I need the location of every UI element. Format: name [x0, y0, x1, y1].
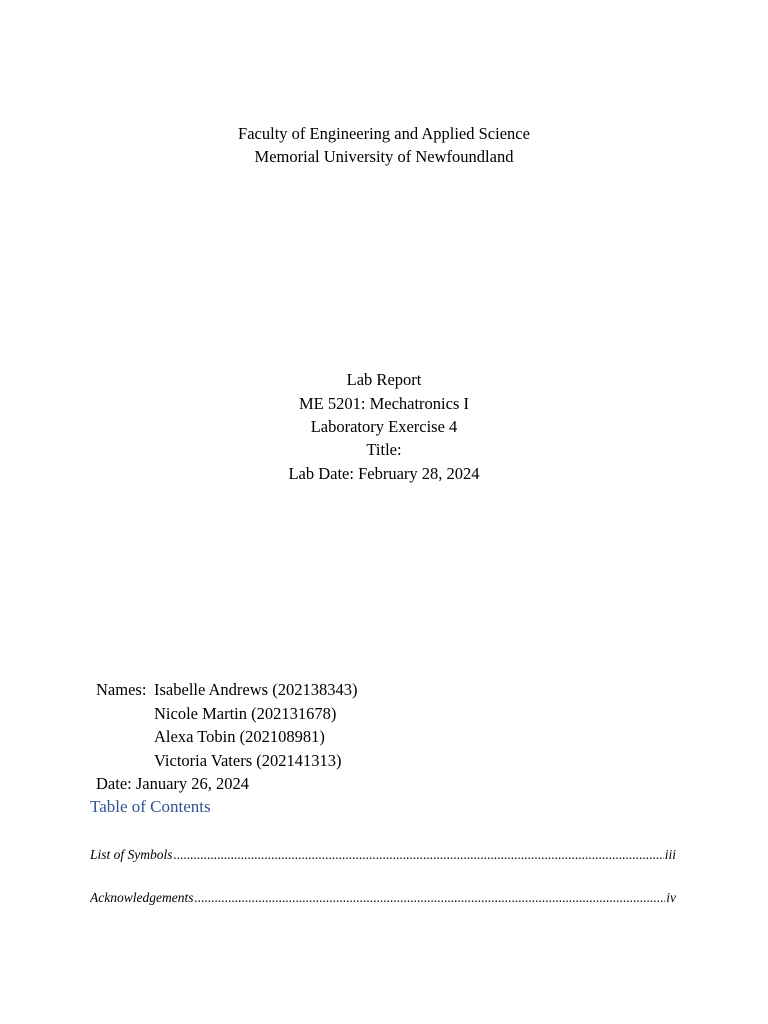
toc-heading: Table of Contents [90, 797, 211, 816]
course-line: ME 5201: Mechatronics I [298, 394, 469, 413]
toc-entry-page: iii [664, 847, 676, 862]
toc-dot-leader [174, 846, 664, 864]
date-value: January 26, 2024 [135, 774, 250, 793]
author-name: Isabelle Andrews (202138343) [154, 680, 358, 699]
toc-dot-leader [194, 889, 665, 907]
authors-block [96, 678, 357, 796]
report-date-row [96, 772, 357, 796]
author-row [96, 725, 357, 749]
title-label: Title: [366, 440, 402, 459]
author-row [96, 678, 357, 702]
names-label: Names: [96, 680, 147, 699]
date-label: Date: [96, 774, 132, 793]
faculty-line: Faculty of Engineering and Applied Science [238, 124, 530, 143]
report-type: Lab Report [346, 370, 422, 389]
university-line: Memorial University of Newfoundland [254, 147, 514, 166]
toc-entry-label: List of Symbols [90, 847, 173, 862]
toc-entry[interactable] [90, 846, 676, 864]
author-name: Victoria Vaters (202141313) [154, 750, 342, 770]
author-name: Nicole Martin (202131678) [154, 703, 337, 723]
lab-date-line: Lab Date: February 28, 2024 [288, 464, 480, 483]
author-name: Alexa Tobin (202108981) [154, 727, 325, 746]
toc-entry-label: Acknowledgements [90, 890, 194, 905]
author-row [96, 749, 357, 773]
exercise-line: Laboratory Exercise 4 [310, 417, 458, 436]
toc-entry[interactable] [90, 889, 676, 907]
toc-entry-page: iv [666, 890, 676, 905]
author-row [96, 702, 357, 726]
